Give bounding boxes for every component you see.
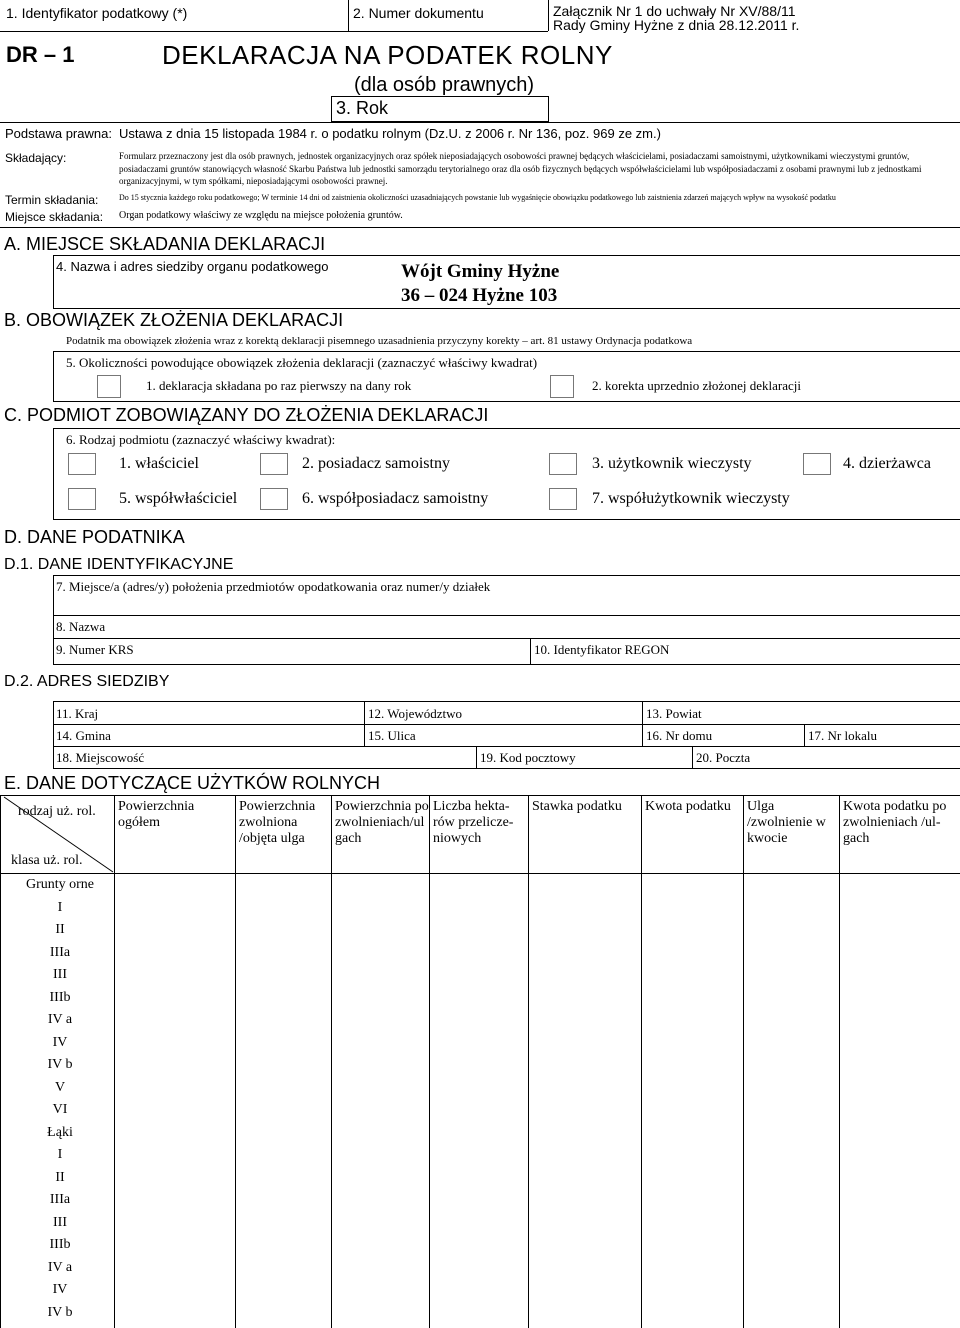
col-area-total: Powierzchnia ogółem	[118, 799, 195, 830]
land-type-corner-label: rodzaj uż. rol.	[18, 804, 96, 819]
document-number-field[interactable]: 2. Numer dokumentu	[353, 5, 484, 21]
place-text: Organ podatkowy właściwy ze względu na miejsce położenia gruntów.	[119, 210, 403, 221]
regon-field[interactable]: 10. Identyfikator REGON	[534, 642, 670, 657]
row-label: VI	[52, 1102, 68, 1117]
co-holder-label: 6. współposiadacz samoistny	[302, 490, 489, 507]
lessee-checkbox[interactable]	[803, 453, 831, 475]
county-field[interactable]: 13. Powiat	[646, 706, 702, 721]
land-class-corner-label: klasa uż. rol.	[11, 853, 83, 868]
table-vline-2	[235, 795, 236, 1328]
authority-label: 4. Nazwa i adres siedziby organu podatkowego	[56, 259, 329, 274]
section-d1-heading: D.1. DANE IDENTYFIKACYJNE	[4, 556, 234, 573]
row-label: Grunty orne	[25, 877, 95, 892]
name-field[interactable]: 8. Nazwa	[56, 619, 106, 634]
d2-vdivider-4	[476, 746, 477, 769]
row-label: IIIb	[49, 989, 71, 1005]
obligation-label: 5. Okoliczności powodujące obowiązek złożenia deklaracji (zaznaczyć właściwy kwadrat)	[66, 355, 538, 370]
filer-label: Składający:	[5, 151, 67, 165]
col-tax-amount: Kwota podatku	[645, 799, 731, 814]
correction-label: 2. korekta uprzednio złożonej deklaracji	[592, 378, 801, 393]
d1-divider-2	[53, 638, 960, 639]
first-filing-checkbox[interactable]	[97, 375, 121, 398]
col-relief-amount: Ulga /zwolnienie w kwocie	[747, 799, 826, 846]
row-label: IV b	[47, 1304, 73, 1320]
table-vline-6	[641, 795, 642, 1328]
property-location-field[interactable]: 7. Miejsce/a (adres/y) położenia przedmiotów opodatkowania oraz numer/y działek	[56, 579, 491, 594]
place-label: Miejsce składania:	[5, 210, 104, 224]
tax-id-field[interactable]: 1. Identyfikator podatkowy (*)	[6, 5, 188, 21]
authority-name: Wójt Gminy Hyżne	[401, 261, 560, 282]
col-area-after-relief: Powierzchnia po zwolnieniach/ul gach	[335, 799, 429, 846]
form-subtitle: (dla osób prawnych)	[354, 74, 535, 96]
table-vline-4	[429, 795, 430, 1328]
row-label: III	[53, 1214, 67, 1230]
section-d2-heading: D.2. ADRES SIEDZIBY	[4, 673, 170, 690]
row-label: I	[57, 1147, 63, 1162]
header-divider	[0, 31, 548, 32]
row-label: Łąki	[47, 1124, 73, 1140]
deadline-text: Do 15 stycznia każdego roku podatkowego; W terminie 14 dni od zaistnienia okoliczności uzasadniających powstanie lub wygaśnięcie obowiązku podatkowego lub zaistnienia zdarzeń mających wpływ na wysokość podatku	[119, 193, 836, 202]
legal-basis-text: Ustawa z dnia 15 listopada 1984 r. o podatku rolnym (Dz.U. z 2006 r. Nr 136, poz. 969 ze zm.)	[119, 126, 661, 141]
owner-checkbox[interactable]	[68, 453, 96, 475]
table-vline-5	[528, 795, 529, 1328]
col-tax-after-relief: Kwota podatku po zwolnieniach /ul-gach	[843, 799, 947, 846]
table-vline-3	[331, 795, 332, 1328]
krs-field[interactable]: 9. Numer KRS	[56, 642, 134, 657]
co-holder-checkbox[interactable]	[260, 488, 288, 510]
correction-note: Podatnik ma obowiązek złożenia wraz z korektą deklaracji pisemnego uzasadnienia przyczyny korekty – art. 81 ustawy Ordynacja podatkowa	[66, 335, 693, 347]
post-office-field[interactable]: 20. Poczta	[696, 750, 751, 765]
col-area-exempt: Powierzchnia zwolniona /objęta ulga	[239, 799, 316, 846]
row-label: IV b	[47, 1057, 73, 1072]
row-label: IV	[52, 1282, 68, 1297]
independent-holder-checkbox[interactable]	[260, 453, 288, 475]
lessee-label: 4. dzierżawca	[843, 455, 931, 472]
municipality-field[interactable]: 14. Gmina	[56, 728, 111, 743]
form-code: DR – 1	[6, 42, 75, 67]
d2-divider-1	[53, 724, 960, 725]
apartment-number-field[interactable]: 17. Nr lokalu	[808, 728, 877, 743]
section-b-heading: B. OBOWIĄZEK ZŁOŻENIA DEKLARACJI	[4, 310, 344, 330]
first-filing-label: 1. deklaracja składana po raz pierwszy na dany rok	[146, 378, 412, 393]
table-vline-1	[114, 795, 115, 1328]
header-vdivider-1	[348, 0, 349, 31]
table-vline-8	[839, 795, 840, 1328]
voivodeship-field[interactable]: 12. Województwo	[368, 706, 463, 721]
co-perpetual-user-checkbox[interactable]	[549, 488, 577, 510]
section-d-heading: D. DANE PODATNIKA	[4, 527, 185, 547]
table-vline-7	[743, 795, 744, 1328]
row-label: II	[55, 1169, 65, 1185]
authority-address: 36 – 024 Hyżne 103	[401, 285, 558, 306]
row-label: IIIb	[49, 1237, 71, 1252]
row-label: II	[55, 922, 65, 937]
correction-checkbox[interactable]	[550, 375, 574, 398]
street-field[interactable]: 15. Ulica	[368, 728, 416, 743]
entity-type-label: 6. Rodzaj podmiotu (zaznaczyć właściwy kwadrat):	[66, 432, 336, 447]
row-label: III	[53, 967, 67, 982]
row-label: IIIa	[49, 1192, 71, 1207]
land-table-frame	[0, 795, 960, 1328]
row-label: I	[57, 899, 63, 915]
row-label: IV a	[47, 1012, 73, 1027]
independent-holder-label: 2. posiadacz samoistny	[302, 455, 450, 472]
row-label: IV a	[47, 1259, 73, 1275]
d2-vdivider-2	[642, 701, 643, 746]
legal-basis-label: Podstawa prawna:	[5, 126, 112, 141]
co-owner-label: 5. współwłaściciel	[119, 490, 238, 507]
house-number-field[interactable]: 16. Nr domu	[646, 728, 713, 743]
row-label: IIIa	[49, 944, 71, 960]
annex-line-1: Załącznik Nr 1 do uchwały Nr XV/88/11	[553, 3, 796, 19]
filer-text: Formularz przeznaczony jest dla osób prawnych, jednostek organizacyjnych oraz spółek nieposiadających osobowości prawnej będących właścicielami, posiadaczami samoistnymi, użytkownikami wieczystymi gruntów, posiadaczami gruntów stanowiących własność Skarbu Państwa lub jednostki samorządu terytorialnego oraz dla osób fizycznych będących współwłaścicielami lub współposiadaczami z osobami prawnymi lub z jednostkami organizacyjnymi, w tym spółkami, nieposiadającymi osobowości prawnej.	[119, 151, 922, 186]
country-field[interactable]: 11. Kraj	[56, 706, 99, 721]
d2-vdivider-1	[364, 701, 365, 746]
col-conversion-hectares: Liczba hekta-rów przelicze-niowych	[433, 799, 514, 846]
annex-line-2: Rady Gminy Hyżne z dnia 28.12.2011 r.	[553, 17, 800, 33]
d1-divider-1	[53, 615, 960, 616]
header-vdivider-2	[548, 0, 549, 31]
row-label: V	[54, 1079, 66, 1095]
co-perpetual-user-label: 7. współużytkownik wieczysty	[592, 490, 790, 507]
section-c-heading: C. PODMIOT ZOBOWIĄZANY DO ZŁOŻENIA DEKLARACJI	[4, 405, 489, 425]
deadline-label: Termin składania:	[5, 193, 99, 207]
locality-field[interactable]: 18. Miejscowość	[56, 750, 145, 765]
section-e-heading: E. DANE DOTYCZĄCE UŻYTKÓW ROLNYCH	[4, 773, 381, 793]
co-owner-checkbox[interactable]	[68, 488, 96, 510]
year-label: 3. Rok	[336, 98, 389, 118]
table-header-divider	[0, 873, 960, 874]
form-title: DEKLARACJA NA PODATEK ROLNY	[162, 40, 613, 70]
owner-label: 1. właściciel	[119, 455, 199, 472]
perpetual-user-checkbox[interactable]	[549, 453, 577, 475]
section-a-heading: A. MIEJSCE SKŁADANIA DEKLARACJI	[4, 234, 326, 254]
d2-divider-2	[53, 746, 960, 747]
perpetual-user-label: 3. użytkownik wieczysty	[592, 455, 752, 472]
row-label: IV	[52, 1034, 68, 1050]
postal-code-field[interactable]: 19. Kod pocztowy	[480, 750, 576, 765]
d2-vdivider-5	[692, 746, 693, 769]
d2-vdivider-3	[804, 724, 805, 746]
d1-vdivider	[530, 638, 531, 665]
col-tax-rate: Stawka podatku	[532, 799, 622, 814]
